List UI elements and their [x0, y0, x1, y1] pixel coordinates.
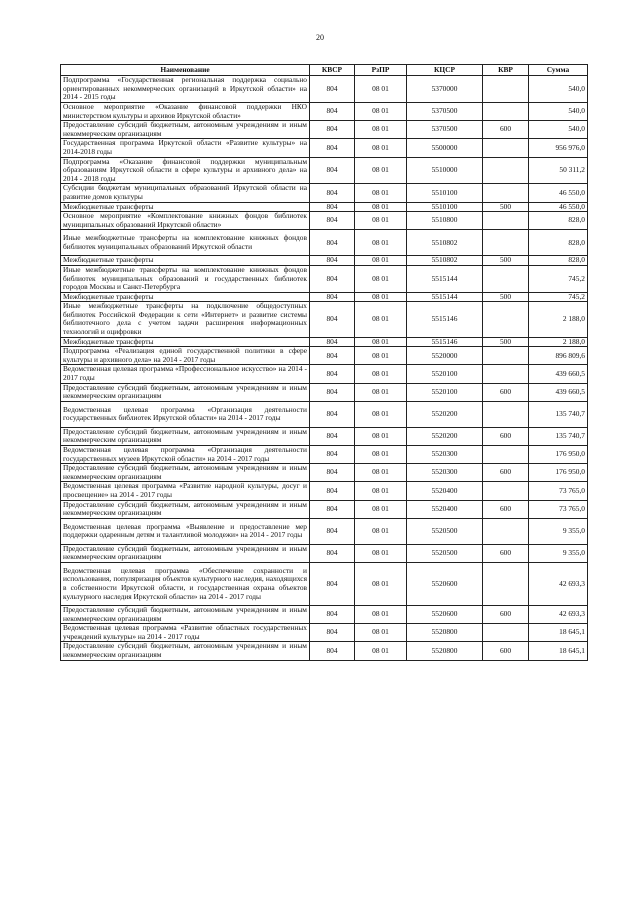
row-kcsr: 5520200: [407, 427, 483, 445]
row-rzpr: 08 01: [355, 103, 407, 121]
table-row: [61, 184, 588, 202]
row-kcsr: 5515144: [407, 292, 483, 302]
row-sum: 9 355,0: [529, 544, 588, 562]
table-row: [61, 427, 588, 445]
row-name: Предоставление субсидий бюджетным, автономным учреждениям и иным некоммерческим организациям: [61, 427, 310, 445]
row-sum: 135 740,7: [529, 401, 588, 427]
table-row: [61, 103, 588, 121]
row-name: Подпрограмма «Оказание финансовой поддержки муниципальным образованиям Иркутской области в сфере культуры и архивного дела» на 2014 - 2018 годы: [61, 157, 310, 184]
row-kcsr: 5370500: [407, 103, 483, 121]
row-kvr: 600: [483, 500, 529, 518]
row-sum: 540,0: [529, 103, 588, 121]
row-rzpr: 08 01: [355, 292, 407, 302]
row-name: Предоставление субсидий бюджетным, автономным учреждениям и иным некоммерческим организациям: [61, 500, 310, 518]
row-sum: 745,2: [529, 265, 588, 292]
row-kvr: [483, 518, 529, 544]
table-row: [61, 302, 588, 337]
row-kcsr: 5520100: [407, 383, 483, 401]
row-kvsr: 804: [310, 347, 355, 365]
header-rzpr: РзПР: [355, 65, 407, 76]
row-kvsr: 804: [310, 562, 355, 605]
row-kvr: 600: [483, 544, 529, 562]
row-rzpr: 08 01: [355, 76, 407, 103]
row-kvr: [483, 401, 529, 427]
row-kvsr: 804: [310, 230, 355, 256]
row-kvr: 600: [483, 605, 529, 623]
row-sum: 176 950,0: [529, 464, 588, 482]
row-rzpr: 08 01: [355, 347, 407, 365]
row-name: Иные межбюджетные трансферты на комплектование книжных фондов библиотек муниципальных образований и государственных библиотек городов Москвы и Санкт-Петербурга: [61, 265, 310, 292]
table-row: [61, 383, 588, 401]
row-rzpr: 08 01: [355, 482, 407, 500]
row-rzpr: 08 01: [355, 202, 407, 212]
table-row: [61, 265, 588, 292]
row-kvr: [483, 103, 529, 121]
row-sum: 46 550,0: [529, 184, 588, 202]
row-kcsr: 5520500: [407, 518, 483, 544]
row-rzpr: 08 01: [355, 184, 407, 202]
row-sum: 745,2: [529, 292, 588, 302]
row-kvsr: 804: [310, 337, 355, 347]
table-row: [61, 446, 588, 464]
row-kvsr: 804: [310, 103, 355, 121]
row-sum: 540,0: [529, 121, 588, 139]
row-sum: 828,0: [529, 256, 588, 266]
row-kvr: 600: [483, 383, 529, 401]
row-sum: 540,0: [529, 76, 588, 103]
row-name: Межбюджетные трансферты: [61, 337, 310, 347]
row-kvr: [483, 347, 529, 365]
row-kcsr: 5500000: [407, 139, 483, 157]
header-name: Наименование: [61, 65, 310, 76]
row-kvsr: 804: [310, 518, 355, 544]
row-name: Предоставление субсидий бюджетным, автономным учреждениям и иным некоммерческим организациям: [61, 605, 310, 623]
row-kvr: 600: [483, 464, 529, 482]
page-number: 20: [316, 33, 324, 42]
row-kcsr: 5515146: [407, 337, 483, 347]
row-sum: 73 765,0: [529, 482, 588, 500]
table-row: [61, 256, 588, 266]
row-kvsr: 804: [310, 624, 355, 642]
row-sum: 828,0: [529, 230, 588, 256]
row-kcsr: 5520800: [407, 624, 483, 642]
row-rzpr: 08 01: [355, 624, 407, 642]
row-kvsr: 804: [310, 302, 355, 337]
row-kcsr: 5520500: [407, 544, 483, 562]
row-sum: 18 645,1: [529, 624, 588, 642]
row-kvsr: 804: [310, 446, 355, 464]
row-sum: 2 188,0: [529, 337, 588, 347]
row-name: Межбюджетные трансферты: [61, 256, 310, 266]
row-name: Ведомственная целевая программа «Развитие народной культуры, досуг и просвещение» на 2014 - 2017 годы: [61, 482, 310, 500]
row-rzpr: 08 01: [355, 157, 407, 184]
table-row: [61, 212, 588, 230]
row-kvsr: 804: [310, 265, 355, 292]
row-name: Субсидии бюджетам муниципальных образований Иркутской области на развитие домов культуры: [61, 184, 310, 202]
row-name: Подпрограмма «Реализация единой государственной политики в сфере культуры и архивного дела» на 2014 - 2017 годы: [61, 347, 310, 365]
row-kcsr: 5520300: [407, 464, 483, 482]
row-rzpr: 08 01: [355, 401, 407, 427]
row-kvr: 500: [483, 292, 529, 302]
row-kvsr: 804: [310, 544, 355, 562]
row-kcsr: 5520400: [407, 500, 483, 518]
row-sum: 828,0: [529, 212, 588, 230]
row-kvsr: 804: [310, 482, 355, 500]
row-kvr: [483, 365, 529, 383]
table-row: [61, 500, 588, 518]
row-sum: 73 765,0: [529, 500, 588, 518]
table-row: [61, 482, 588, 500]
row-kvr: 500: [483, 256, 529, 266]
row-sum: 176 950,0: [529, 446, 588, 464]
row-kcsr: 5510800: [407, 212, 483, 230]
row-kvr: [483, 482, 529, 500]
row-rzpr: 08 01: [355, 464, 407, 482]
row-name: Предоставление субсидий бюджетным, автономным учреждениям и иным некоммерческим организациям: [61, 121, 310, 139]
row-name: Подпрограмма «Государственная региональная поддержка социально ориентированных некоммерческих организаций в Иркутской области» на 2014 - 2015 годы: [61, 76, 310, 103]
row-kvr: [483, 265, 529, 292]
table-row: [61, 121, 588, 139]
row-name: Межбюджетные трансферты: [61, 202, 310, 212]
row-kcsr: 5515146: [407, 302, 483, 337]
row-rzpr: 08 01: [355, 121, 407, 139]
table-row: [61, 605, 588, 623]
row-kcsr: 5520100: [407, 365, 483, 383]
header-kcsr: КЦСР: [407, 65, 483, 76]
row-kvr: 500: [483, 337, 529, 347]
table-row: [61, 365, 588, 383]
row-kvsr: 804: [310, 401, 355, 427]
table-row: [61, 230, 588, 256]
row-sum: 42 693,3: [529, 605, 588, 623]
row-rzpr: 08 01: [355, 562, 407, 605]
row-kvsr: 804: [310, 365, 355, 383]
table-row: [61, 544, 588, 562]
table-row: [61, 642, 588, 660]
row-name: Межбюджетные трансферты: [61, 292, 310, 302]
row-kvr: [483, 230, 529, 256]
row-kvsr: 804: [310, 76, 355, 103]
row-kvsr: 804: [310, 184, 355, 202]
row-kvr: [483, 157, 529, 184]
row-kvsr: 804: [310, 292, 355, 302]
row-sum: 439 660,5: [529, 383, 588, 401]
header-kvsr: КВСР: [310, 65, 355, 76]
row-kvr: [483, 76, 529, 103]
row-sum: 9 355,0: [529, 518, 588, 544]
row-kcsr: 5370500: [407, 121, 483, 139]
row-rzpr: 08 01: [355, 212, 407, 230]
row-rzpr: 08 01: [355, 337, 407, 347]
row-kvr: 600: [483, 642, 529, 660]
row-name: Ведомственная целевая программа «Развитие областных государственных учреждений культуры» на 2014 - 2017 годы: [61, 624, 310, 642]
row-name: Ведомственная целевая программа «Организация деятельности государственных музеев Иркутской области» на 2014 - 2017 годы: [61, 446, 310, 464]
row-rzpr: 08 01: [355, 427, 407, 445]
row-kvsr: 804: [310, 157, 355, 184]
row-name: Предоставление субсидий бюджетным, автономным учреждениям и иным некоммерческим организациям: [61, 544, 310, 562]
row-sum: 46 550,0: [529, 202, 588, 212]
row-rzpr: 08 01: [355, 605, 407, 623]
row-rzpr: 08 01: [355, 256, 407, 266]
row-kcsr: 5510802: [407, 256, 483, 266]
row-name: Предоставление субсидий бюджетным, автономным учреждениям и иным некоммерческим организациям: [61, 383, 310, 401]
row-kvr: 600: [483, 121, 529, 139]
budget-table: [60, 64, 588, 661]
table-row: [61, 518, 588, 544]
row-kvsr: 804: [310, 500, 355, 518]
row-rzpr: 08 01: [355, 302, 407, 337]
header-sum: Сумма: [529, 65, 588, 76]
row-kvsr: 804: [310, 139, 355, 157]
row-kcsr: 5515144: [407, 265, 483, 292]
row-name: Предоставление субсидий бюджетным, автономным учреждениям и иным некоммерческим организациям: [61, 464, 310, 482]
table-header-row: [61, 65, 588, 76]
row-sum: 956 976,0: [529, 139, 588, 157]
table-row: [61, 76, 588, 103]
row-kvsr: 804: [310, 464, 355, 482]
header-kvr: КВР: [483, 65, 529, 76]
table-row: [61, 464, 588, 482]
row-kcsr: 5520300: [407, 446, 483, 464]
row-rzpr: 08 01: [355, 365, 407, 383]
row-kvsr: 804: [310, 212, 355, 230]
row-kvr: [483, 562, 529, 605]
row-sum: 896 809,6: [529, 347, 588, 365]
table-row: [61, 157, 588, 184]
row-rzpr: 08 01: [355, 383, 407, 401]
row-name: Основное мероприятие «Комплектование книжных фондов библиотек муниципальных образований Иркутской области»: [61, 212, 310, 230]
row-name: Государственная программа Иркутской области «Развитие культуры» на 2014-2018 годы: [61, 139, 310, 157]
row-kvr: [483, 624, 529, 642]
row-name: Ведомственная целевая программа «Обеспечение сохранности и использования, популяризация объектов культурного наследия, находящихся в собственности Иркутской области, и государственная охрана объектов культурного наследия Иркутской области» на 2014 - 2017 годы: [61, 562, 310, 605]
row-rzpr: 08 01: [355, 500, 407, 518]
table-row: [61, 624, 588, 642]
row-kcsr: 5510802: [407, 230, 483, 256]
row-name: Основное мероприятие «Оказание финансовой поддержки НКО министерством культуры и архивов Иркутской области»: [61, 103, 310, 121]
row-kvr: [483, 446, 529, 464]
row-name: Ведомственная целевая программа «Организация деятельности государственных библиотек Иркутской области» на 2014 - 2017 годы: [61, 401, 310, 427]
row-kcsr: 5520000: [407, 347, 483, 365]
row-kvsr: 804: [310, 256, 355, 266]
row-sum: 18 645,1: [529, 642, 588, 660]
row-kvsr: 804: [310, 427, 355, 445]
row-kcsr: 5370000: [407, 76, 483, 103]
row-kvr: 500: [483, 202, 529, 212]
row-rzpr: 08 01: [355, 139, 407, 157]
table-row: [61, 347, 588, 365]
row-rzpr: 08 01: [355, 642, 407, 660]
row-kcsr: 5510000: [407, 157, 483, 184]
row-rzpr: 08 01: [355, 265, 407, 292]
row-kvsr: 804: [310, 605, 355, 623]
row-rzpr: 08 01: [355, 230, 407, 256]
row-kvsr: 804: [310, 202, 355, 212]
row-kvr: [483, 302, 529, 337]
table-row: [61, 562, 588, 605]
row-kcsr: 5520800: [407, 642, 483, 660]
row-kvr: [483, 184, 529, 202]
row-kvsr: 804: [310, 383, 355, 401]
row-kcsr: 5510100: [407, 202, 483, 212]
row-kvr: [483, 212, 529, 230]
row-sum: 439 660,5: [529, 365, 588, 383]
row-name: Предоставление субсидий бюджетным, автономным учреждениям и иным некоммерческим организациям: [61, 642, 310, 660]
row-kvr: 600: [483, 427, 529, 445]
row-name: Иные межбюджетные трансферты на подключение общедоступных библиотек Российской Федерации к сети «Интернет» и развитие системы библиотечного дела с учетом задачи расширения информационных технологий и оцифровки: [61, 302, 310, 337]
row-sum: 42 693,3: [529, 562, 588, 605]
table-row: [61, 139, 588, 157]
row-rzpr: 08 01: [355, 518, 407, 544]
row-kvr: [483, 139, 529, 157]
row-kcsr: 5520600: [407, 605, 483, 623]
row-name: Ведомственная целевая программа «Профессиональное искусство» на 2014 - 2017 годы: [61, 365, 310, 383]
row-kcsr: 5520400: [407, 482, 483, 500]
row-kvsr: 804: [310, 642, 355, 660]
row-kvsr: 804: [310, 121, 355, 139]
row-name: Ведомственная целевая программа «Выявление и предоставление мер поддержки одаренным детям и талантливой молодежи» на 2014 - 2017 годы: [61, 518, 310, 544]
row-sum: 135 740,7: [529, 427, 588, 445]
row-sum: 50 311,2: [529, 157, 588, 184]
row-name: Иные межбюджетные трансферты на комплектование книжных фондов библиотек муниципальных образований Иркутской области: [61, 230, 310, 256]
row-kcsr: 5520200: [407, 401, 483, 427]
table-row: [61, 401, 588, 427]
row-kcsr: 5520600: [407, 562, 483, 605]
row-sum: 2 188,0: [529, 302, 588, 337]
row-rzpr: 08 01: [355, 544, 407, 562]
row-rzpr: 08 01: [355, 446, 407, 464]
row-kcsr: 5510100: [407, 184, 483, 202]
